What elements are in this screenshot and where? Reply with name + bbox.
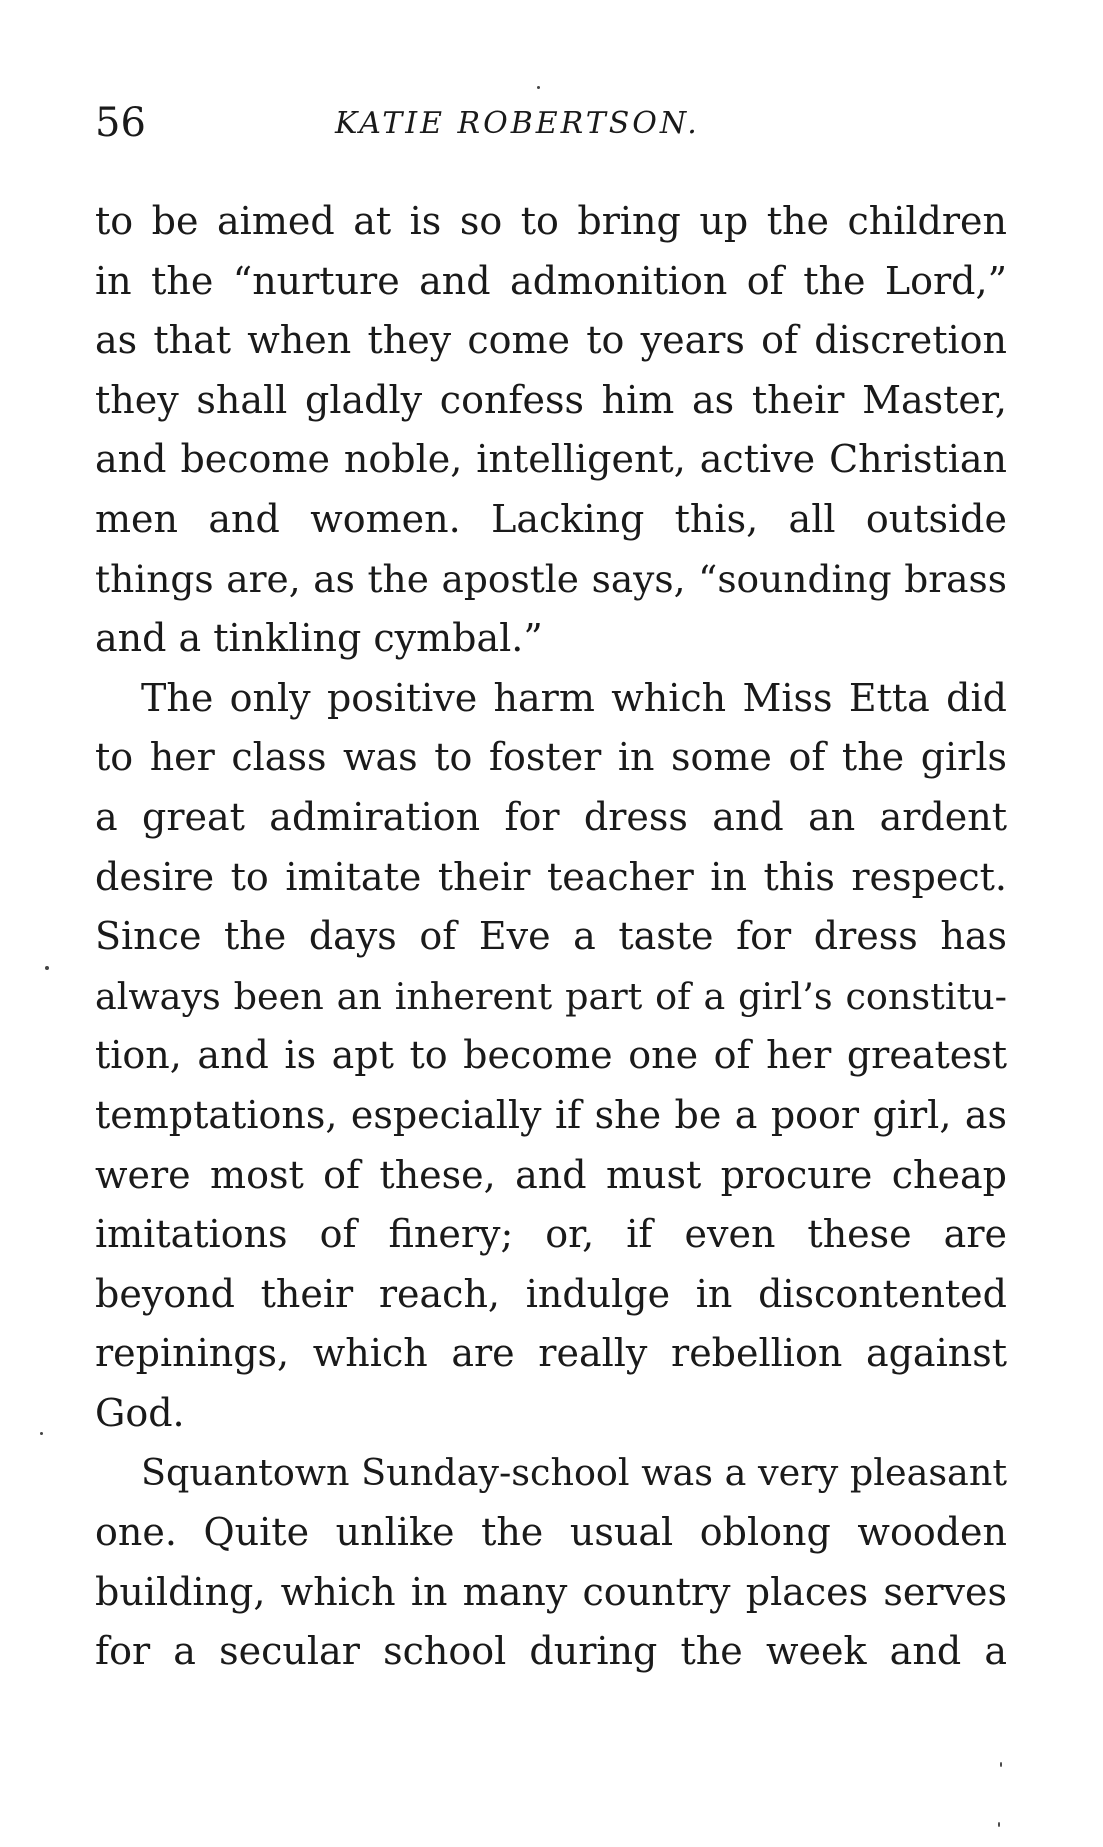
text-line: tion, and is apt to become one of her greatest bbox=[95, 1033, 1007, 1078]
text-line: and a tinkling cymbal.” bbox=[95, 616, 543, 661]
paragraph-3 bbox=[95, 1443, 1007, 1681]
body-text bbox=[95, 192, 1007, 1682]
text-line: temptations, especially if she be a poor girl, as bbox=[95, 1092, 1007, 1137]
paragraph-2 bbox=[95, 669, 1007, 1444]
ink-speck bbox=[1000, 1762, 1002, 1767]
text-line: repinings, which are really rebellion against bbox=[95, 1331, 1007, 1376]
text-line: they shall gladly confess him as their Master, bbox=[95, 377, 1007, 422]
text-line: as that when they come to years of discretion bbox=[95, 318, 1007, 363]
text-line: desire to imitate their teacher in this respect. bbox=[95, 854, 1007, 899]
paragraph-1 bbox=[95, 192, 1007, 669]
text-line: a great admiration for dress and an ardent bbox=[95, 794, 1007, 839]
text-line: Since the days of Eve a taste for dress has bbox=[95, 914, 1007, 959]
text-line: and become noble, intelligent, active Christian bbox=[95, 437, 1007, 482]
ink-speck bbox=[40, 1432, 43, 1435]
text-line: imitations of finery; or, if even these are bbox=[95, 1212, 1007, 1257]
text-line: always been an inherent part of a girl’s constitu- bbox=[95, 974, 1007, 1018]
running-head bbox=[95, 95, 1005, 155]
text-line: to her class was to foster in some of the girls bbox=[95, 735, 1007, 780]
running-title: KATIE ROBERTSON. bbox=[335, 106, 700, 141]
ink-speck bbox=[998, 1822, 1000, 1827]
text-line: one. Quite unlike the usual oblong wooden bbox=[95, 1510, 1007, 1555]
ink-speck bbox=[45, 966, 49, 970]
text-line: to be aimed at is so to bring up the children bbox=[95, 199, 1007, 243]
text-line: God. bbox=[95, 1390, 185, 1435]
text-line: The only positive harm which Miss Etta did bbox=[141, 675, 1007, 720]
text-line: in the “nurture and admonition of the Lord,” bbox=[95, 258, 1007, 303]
text-line: Squantown Sunday-school was a very pleasant bbox=[141, 1451, 1007, 1495]
text-line: men and women. Lacking this, all outside bbox=[95, 496, 1007, 541]
text-line: beyond their reach, indulge in discontented bbox=[95, 1271, 1007, 1316]
text-line: building, which in many country places serves bbox=[95, 1569, 1007, 1614]
page-number: 56 bbox=[95, 100, 146, 146]
text-line: things are, as the apostle says, “sounding brass bbox=[95, 556, 1007, 601]
text-line: were most of these, and must procure cheap bbox=[95, 1152, 1007, 1197]
ink-speck bbox=[537, 86, 540, 89]
text-line: for a secular school during the week and a bbox=[95, 1629, 1007, 1674]
